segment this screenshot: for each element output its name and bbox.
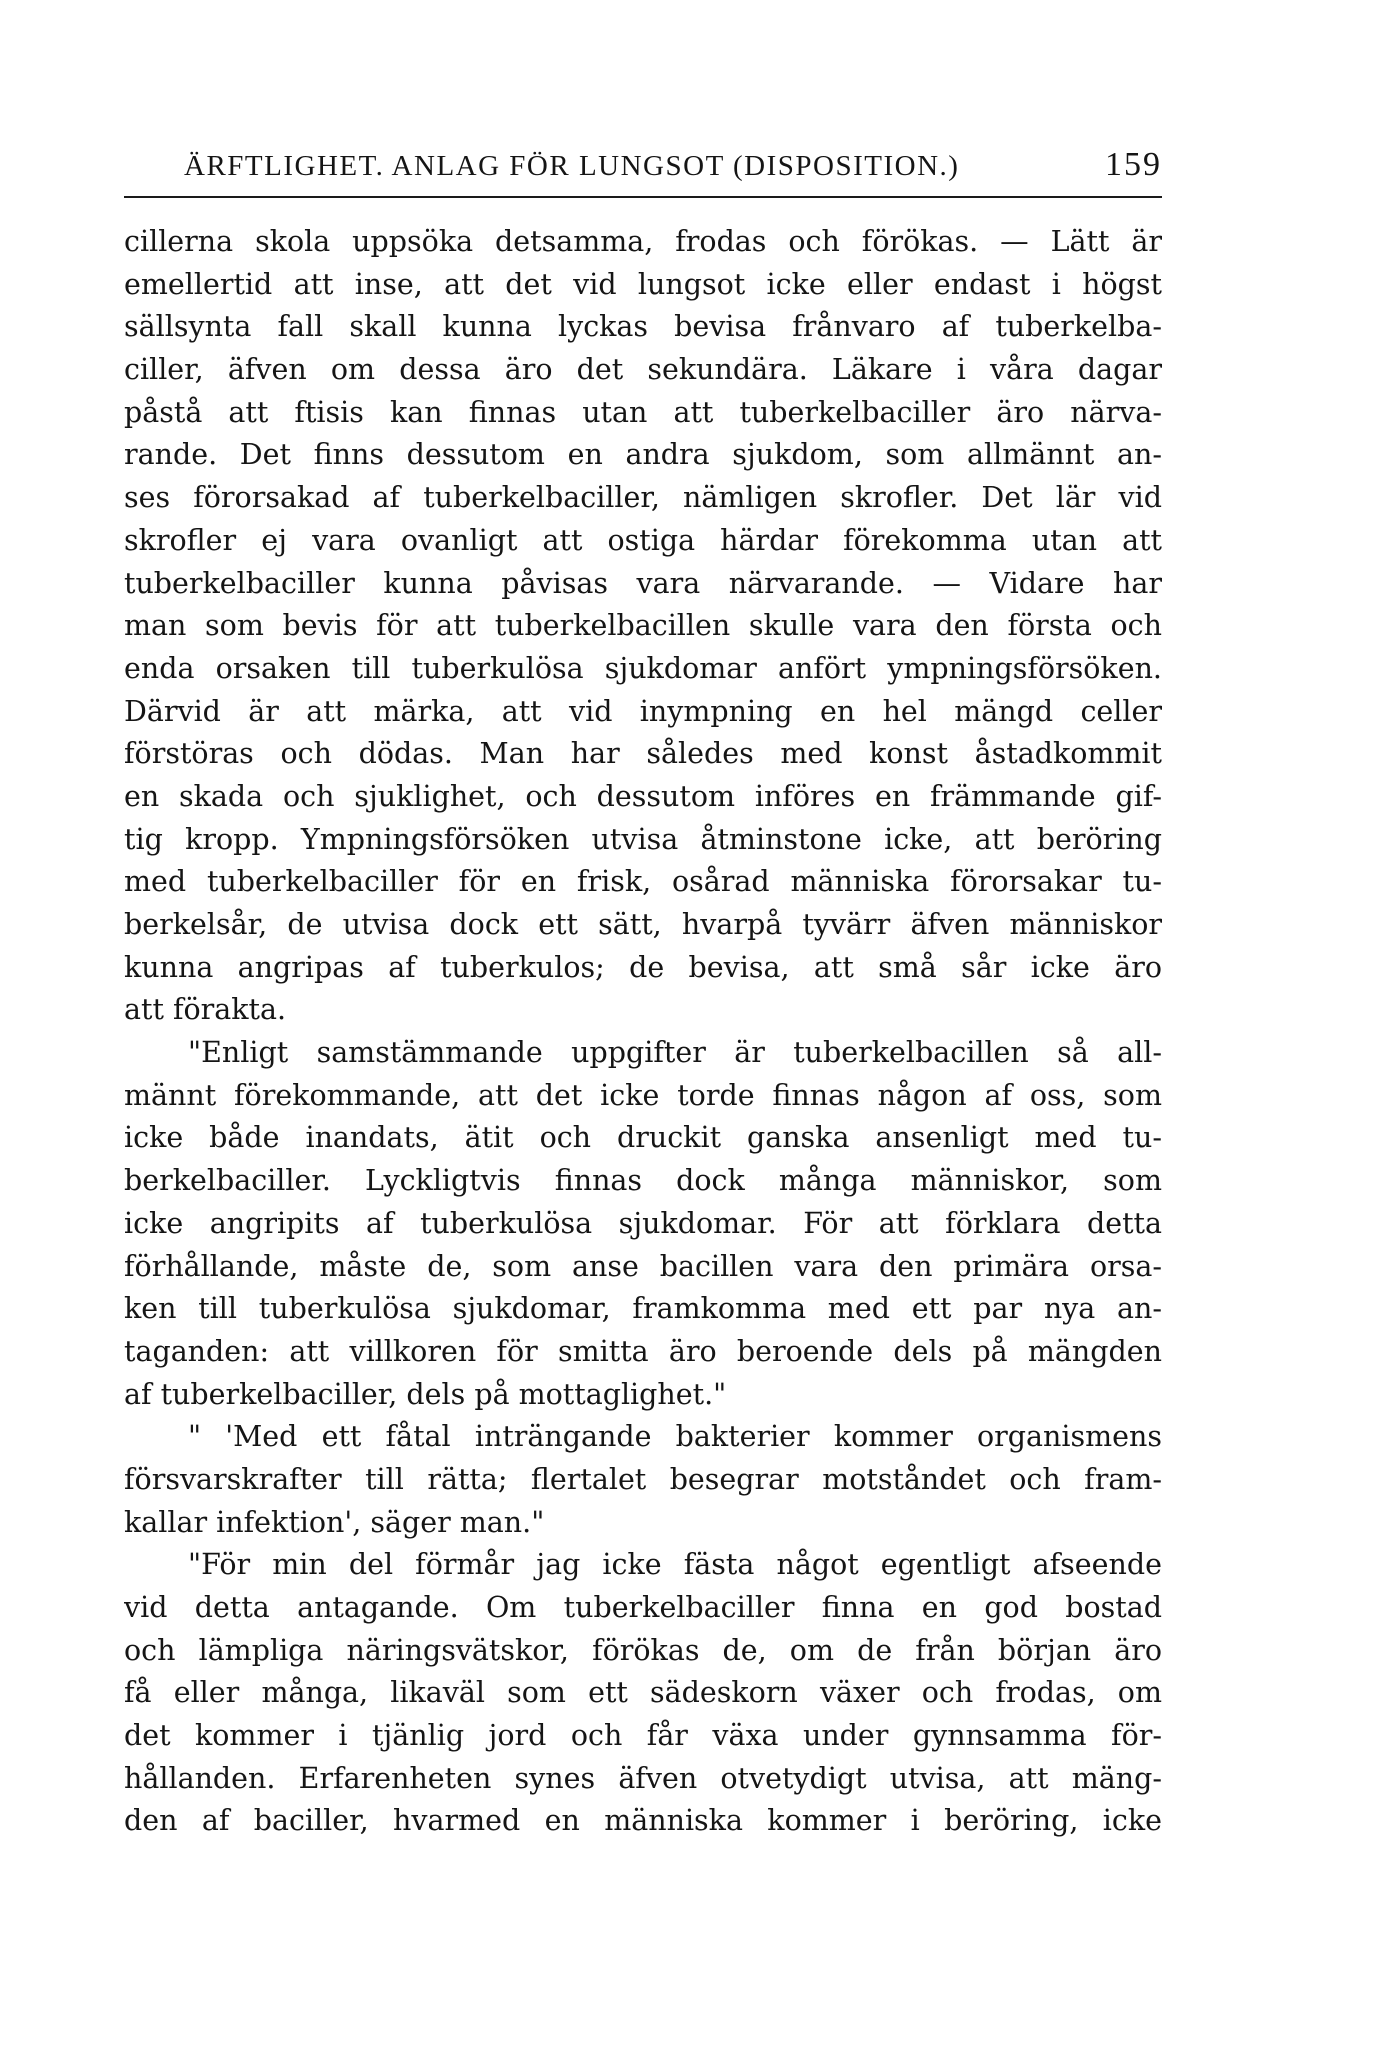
text-line: hållanden. Erfarenheten synes äfven otvetydigt utvisa, att mäng- xyxy=(124,1761,1162,1795)
text-line: icke både inandats, ätit och druckit ganska ansenligt med tu- xyxy=(124,1121,1162,1155)
text-line: ses förorsakad af tuberkelbaciller, nämligen skrofler. Det lär vid xyxy=(124,481,1162,515)
text-line: förhållande, måste de, som anse bacillen vara den primära orsa- xyxy=(124,1249,1162,1283)
text-line: kunna angripas af tuberkulos; de bevisa, att små sår icke äro xyxy=(124,950,1162,984)
running-head-title: ÄRFTLIGHET. ANLAG FÖR LUNGSOT (DISPOSITION.) xyxy=(184,150,960,182)
text-line: männt förekommande, att det icke torde finnas någon af oss, som xyxy=(124,1078,1162,1112)
text-line: berkelbaciller. Lyckligtvis finnas dock många människor, som xyxy=(124,1164,1162,1198)
text-line: taganden: att villkoren för smitta äro beroende dels på mängden xyxy=(124,1334,1162,1368)
text-line: icke angripits af tuberkulösa sjukdomar. För att förklara detta xyxy=(124,1206,1162,1240)
text-line: förstöras och dödas. Man har således med konst åstadkommit xyxy=(124,737,1162,771)
text-line: skrofler ej vara ovanligt att ostiga härdar förekomma utan att xyxy=(124,523,1162,557)
text-line: vid detta antagande. Om tuberkelbaciller finna en god bostad xyxy=(124,1591,1162,1624)
page-number: 159 xyxy=(1105,146,1162,183)
text-line: "Enligt samstämmande uppgifter är tuberkelbacillen så all- xyxy=(188,1036,1162,1070)
text-line: att förakta. xyxy=(124,993,287,1027)
text-line: cillerna skola uppsöka detsamma, frodas och förökas. — Lätt är xyxy=(124,225,1162,258)
text-line: tuberkelbaciller kunna påvisas vara närvarande. — Vidare har xyxy=(124,566,1162,600)
text-line: enda orsaken till tuberkulösa sjukdomar anfört ympningsförsöken. xyxy=(124,651,1162,685)
text-line: ken till tuberkulösa sjukdomar, framkomma med ett par nya an- xyxy=(124,1292,1162,1326)
text-line: sällsynta fall skall kunna lyckas bevisa frånvaro af tuberkelba- xyxy=(124,310,1162,344)
text-line: kallar infektion', säger man." xyxy=(124,1505,545,1539)
text-line: få eller många, likaväl som ett sädeskorn växer och frodas, om xyxy=(124,1676,1162,1710)
text-line: "För min del förmår jag icke fästa något egentligt afseende xyxy=(188,1548,1162,1582)
text-line: " 'Med ett fåtal inträngande bakterier kommer organismens xyxy=(188,1420,1162,1454)
text-line: tig kropp. Ympningsförsöken utvisa åtminstone icke, att beröring xyxy=(124,822,1162,856)
text-line: påstå att ftisis kan finnas utan att tuberkelbaciller äro närva- xyxy=(124,395,1162,429)
text-line: Därvid är att märka, att vid inympning en hel mängd celler xyxy=(124,694,1162,728)
header-rule xyxy=(124,196,1162,198)
text-line: det kommer i tjänlig jord och får växa under gynnsamma för- xyxy=(124,1719,1162,1753)
text-line: en skada och sjuklighet, och dessutom införes en främmande gif- xyxy=(124,779,1162,813)
text-line: och lämpliga näringsvätskor, förökas de, om de från början äro xyxy=(124,1633,1162,1667)
running-head xyxy=(124,146,1162,194)
text-line: emellertid att inse, att det vid lungsot icke eller endast i högst xyxy=(124,267,1162,301)
text-line: berkelsår, de utvisa dock ett sätt, hvarpå tyvärr äfven människor xyxy=(124,908,1162,941)
body-text xyxy=(124,221,1162,1843)
text-line: rande. Det finns dessutom en andra sjukdom, som allmännt an- xyxy=(124,438,1162,472)
text-line: man som bevis för att tuberkelbacillen skulle vara den första och xyxy=(124,609,1162,643)
text-line: af tuberkelbaciller, dels på mottaglighet." xyxy=(124,1377,727,1411)
text-line: försvarskrafter till rätta; flertalet besegrar motståndet och fram- xyxy=(124,1462,1162,1496)
text-line: ciller, äfven om dessa äro det sekundära. Läkare i våra dagar xyxy=(124,353,1162,387)
text-line: med tuberkelbaciller för en frisk, osårad människa förorsakar tu- xyxy=(124,865,1162,899)
text-line: den af baciller, hvarmed en människa kommer i beröring, icke xyxy=(124,1804,1162,1838)
